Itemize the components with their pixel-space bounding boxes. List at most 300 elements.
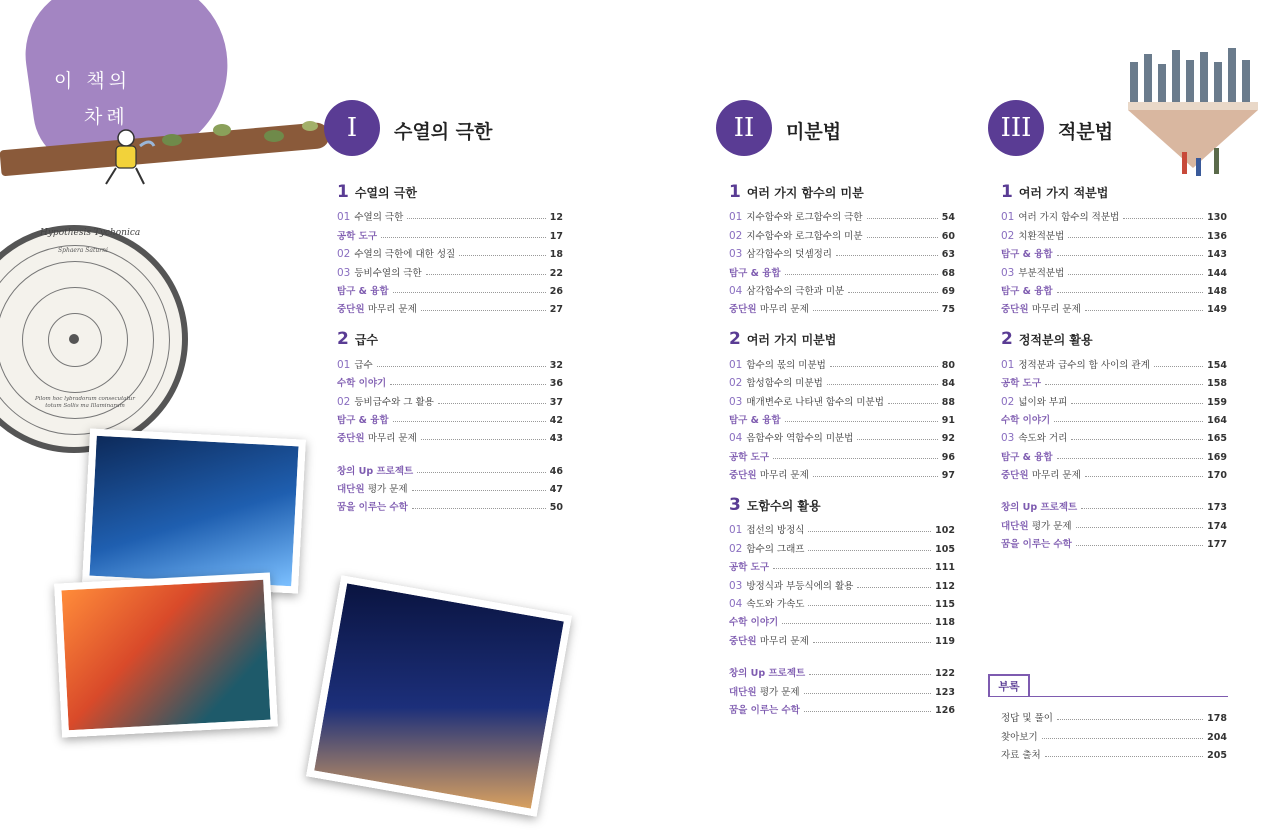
- dot-leader: [393, 292, 546, 293]
- entry-text: 수열의 극한에 대한 성질: [354, 249, 456, 261]
- entry-label: [337, 246, 455, 260]
- entry-number: 04: [729, 284, 743, 297]
- section-title: 도함수의 활용: [746, 499, 821, 514]
- dot-leader: [830, 366, 938, 367]
- toc-entry[interactable]: [337, 408, 563, 426]
- toc-entry[interactable]: [1001, 242, 1227, 260]
- entry-label: [1001, 357, 1150, 371]
- page-number: 69: [941, 285, 955, 297]
- dot-leader: [1057, 292, 1204, 293]
- toc-entry[interactable]: [1001, 371, 1227, 389]
- entry-label: [729, 665, 805, 679]
- entry-label: [337, 357, 373, 371]
- entry-number: 01: [729, 524, 743, 537]
- entry-number: 04: [729, 432, 743, 445]
- entry-text: 공학 도구: [729, 562, 770, 574]
- dot-leader: [1057, 719, 1203, 720]
- entry-label: [729, 559, 769, 573]
- dot-leader: [377, 366, 546, 367]
- page-number: 105: [935, 543, 955, 555]
- entry-highlight: 대단원: [729, 686, 760, 698]
- entry-text: 접선의 방정식: [746, 525, 805, 537]
- toc-entry[interactable]: [1001, 495, 1227, 513]
- entry-text: 삼각함수의 덧셈정리: [746, 249, 832, 261]
- page-number: 174: [1207, 520, 1227, 532]
- entry-highlight: 중단원: [729, 635, 760, 647]
- page-number: 169: [1207, 451, 1227, 463]
- entry-label: [1001, 246, 1053, 260]
- toc-entry[interactable]: [729, 297, 955, 315]
- page-number: 177: [1207, 539, 1227, 551]
- entry-label: [1001, 430, 1067, 444]
- toc-entry[interactable]: [1001, 279, 1227, 297]
- section-heading: [729, 329, 955, 349]
- toc-entry[interactable]: [729, 444, 955, 462]
- toc-entry[interactable]: [729, 555, 955, 573]
- toc-entry[interactable]: [729, 371, 955, 389]
- tychonic-system-diagram: [0, 225, 188, 453]
- entry-text: 마무리 문제: [759, 304, 809, 316]
- page-number: 154: [1207, 359, 1227, 371]
- entry-text: 음함수와 역함수의 미분법: [746, 433, 854, 445]
- entry-number: 03: [337, 266, 351, 279]
- dot-leader: [813, 310, 938, 311]
- unit-2-toc: [729, 182, 955, 716]
- page-number: 111: [935, 562, 955, 574]
- section-title: 급수: [354, 333, 379, 348]
- entry-text: 등비수열의 극한: [354, 267, 422, 279]
- section-number: 2: [1001, 329, 1013, 350]
- entry-text: 탐구 & 융합: [1001, 249, 1053, 261]
- page-number: 43: [549, 433, 563, 445]
- dot-leader: [848, 292, 938, 293]
- entry-highlight: 중단원: [729, 470, 760, 482]
- dot-leader: [808, 605, 931, 606]
- entry-text: 창의 Up 프로젝트: [729, 668, 806, 680]
- toc-entry[interactable]: [337, 477, 563, 495]
- dot-leader: [1076, 545, 1203, 546]
- toc-entry[interactable]: [1001, 724, 1227, 742]
- entry-label: [729, 449, 769, 463]
- toc-entry[interactable]: [1001, 463, 1227, 481]
- section-gap: [1001, 315, 1227, 329]
- dot-leader: [1045, 756, 1203, 757]
- entry-text: 매개변수로 나타낸 함수의 미분법: [746, 396, 884, 408]
- toc-entry[interactable]: [1001, 426, 1227, 444]
- entry-number: 01: [1001, 358, 1015, 371]
- entry-label: [337, 499, 408, 513]
- toc-entry[interactable]: [1001, 532, 1227, 550]
- dot-leader: [412, 490, 546, 491]
- unit-2-title: 미분법: [786, 121, 842, 143]
- unit-2-badge: II: [716, 100, 772, 156]
- entry-label: [337, 283, 389, 297]
- page-number: 37: [549, 396, 563, 408]
- section-number: 3: [729, 495, 741, 516]
- page-number: 149: [1207, 304, 1227, 316]
- toc-entry[interactable]: [729, 279, 955, 297]
- entry-label: [729, 246, 832, 260]
- entry-text: 넓이와 부피: [1018, 396, 1068, 408]
- entry-text: 마무리 문제: [1031, 470, 1081, 482]
- page-number: 178: [1207, 713, 1227, 725]
- toc-entry[interactable]: [729, 518, 955, 536]
- entry-label: [1001, 747, 1041, 761]
- entry-text: 지수함수와 로그함수의 극한: [746, 212, 863, 224]
- entry-number: 02: [337, 248, 351, 261]
- dot-leader: [421, 439, 546, 440]
- entry-text: 마무리 문제: [759, 635, 809, 647]
- toc-entry[interactable]: [1001, 389, 1227, 407]
- entry-label: [1001, 283, 1053, 297]
- page-number: 80: [941, 359, 955, 371]
- toc-entry[interactable]: [337, 297, 563, 315]
- entry-number: 01: [729, 211, 743, 224]
- entry-text: 마무리 문제: [1031, 304, 1081, 316]
- dot-leader: [393, 421, 546, 422]
- toc-entry[interactable]: [729, 679, 955, 697]
- page-number: 22: [549, 267, 563, 279]
- entry-label: [729, 394, 884, 408]
- entry-text: 공학 도구: [1001, 378, 1042, 390]
- toc-entry[interactable]: [1001, 297, 1227, 315]
- entry-text: 평가 문제: [367, 484, 408, 496]
- page-number: 164: [1207, 414, 1227, 426]
- entry-label: [337, 463, 413, 477]
- dot-leader: [1054, 421, 1203, 422]
- entry-text: 정적분과 급수의 합 사이의 관계: [1018, 359, 1150, 371]
- dot-leader: [412, 508, 546, 509]
- entry-highlight: 중단원: [1001, 304, 1032, 316]
- dot-leader: [827, 384, 938, 385]
- section-title: 수열의 극한: [354, 186, 417, 200]
- section-number: 1: [729, 182, 741, 202]
- entry-text: 정답 및 풀이: [1001, 713, 1053, 725]
- dot-leader: [1057, 255, 1204, 256]
- entry-text: 찾아보기: [1001, 731, 1038, 743]
- entry-highlight: 중단원: [1001, 470, 1032, 482]
- entry-label: [1001, 467, 1081, 481]
- entry-text: 공학 도구: [729, 451, 770, 463]
- entry-label: [729, 228, 863, 242]
- entry-label: [1001, 729, 1038, 743]
- page-number: 27: [549, 304, 563, 316]
- entry-text: 삼각함수의 극한과 미분: [746, 285, 845, 297]
- unit-3-toc: [1001, 182, 1227, 550]
- toc-entry[interactable]: [1001, 743, 1227, 761]
- toc-entry[interactable]: [729, 573, 955, 591]
- entry-text: 탐구 & 융합: [1001, 285, 1053, 297]
- page-number: 102: [935, 525, 955, 537]
- toc-entry[interactable]: [729, 223, 955, 241]
- radio-telescope-photo: [306, 575, 572, 817]
- entry-label: [1001, 449, 1053, 463]
- section-gap: [337, 315, 563, 329]
- toc-entry[interactable]: [729, 661, 955, 679]
- city-stock-chart-photo: [82, 428, 306, 593]
- page-number: 170: [1207, 470, 1227, 482]
- entry-label: [729, 684, 800, 698]
- dot-leader: [867, 237, 938, 238]
- section-number: 2: [729, 329, 741, 350]
- section-gap: [729, 315, 955, 329]
- appendix-badge: 부록: [988, 674, 1030, 696]
- entry-text: 치환적분법: [1018, 230, 1065, 242]
- entry-text: 탐구 & 융합: [1001, 451, 1053, 463]
- toc-entry[interactable]: [729, 463, 955, 481]
- entry-text: 탐구 & 융합: [337, 285, 389, 297]
- toc-entry[interactable]: [337, 426, 563, 444]
- entry-label: [729, 702, 800, 716]
- extras-gap: [729, 647, 955, 661]
- dot-leader: [390, 384, 546, 385]
- page-number: 42: [549, 414, 563, 426]
- toc-entry[interactable]: [337, 279, 563, 297]
- toc-entry[interactable]: [1001, 205, 1227, 223]
- dot-leader: [813, 476, 938, 477]
- entry-text: 마무리 문제: [367, 433, 417, 445]
- entry-highlight: 중단원: [337, 304, 368, 316]
- page-number: 26: [549, 285, 563, 297]
- entry-label: [337, 209, 403, 223]
- toc-entry[interactable]: [729, 610, 955, 628]
- dot-leader: [1081, 508, 1203, 509]
- dot-leader: [1154, 366, 1203, 367]
- section-title: 여러 가지 함수의 미분: [746, 186, 864, 200]
- dot-leader: [1042, 738, 1203, 739]
- entry-label: [337, 394, 434, 408]
- entry-text: 지수함수와 로그함수의 미분: [746, 230, 863, 242]
- page-number: 68: [941, 267, 955, 279]
- section-heading: [337, 329, 563, 349]
- dot-leader: [785, 274, 938, 275]
- entry-label: [729, 633, 809, 647]
- page-number: 144: [1207, 267, 1227, 279]
- dot-leader: [773, 458, 938, 459]
- toc-entry[interactable]: [729, 698, 955, 716]
- entry-number: 02: [1001, 395, 1015, 408]
- entry-label: [1001, 518, 1072, 532]
- entry-highlight: 중단원: [729, 304, 760, 316]
- dot-leader: [426, 274, 546, 275]
- toc-entry[interactable]: [337, 495, 563, 513]
- entry-text: 함수의 몫의 미분법: [746, 359, 826, 371]
- unit-1-title: 수열의 극한: [394, 121, 493, 143]
- entry-number: 01: [729, 358, 743, 371]
- dot-leader: [888, 403, 938, 404]
- toc-entry[interactable]: [1001, 223, 1227, 241]
- dot-leader: [1057, 458, 1204, 459]
- toc-entry[interactable]: [729, 628, 955, 646]
- dot-leader: [459, 255, 546, 256]
- page-number: 143: [1207, 249, 1227, 261]
- entry-label: [729, 614, 778, 628]
- toc-entry[interactable]: [729, 426, 955, 444]
- entry-text: 방정식과 부등식에의 활용: [746, 580, 854, 592]
- toc-entry[interactable]: [337, 260, 563, 278]
- entry-label: [1001, 228, 1064, 242]
- entry-label: [337, 301, 417, 315]
- page-number: 158: [1207, 378, 1227, 390]
- dot-leader: [809, 674, 931, 675]
- page-number: 96: [941, 451, 955, 463]
- toc-entry[interactable]: [729, 536, 955, 554]
- section-number: 2: [337, 329, 349, 350]
- page-number: 17: [549, 230, 563, 242]
- page-number: 50: [549, 502, 563, 514]
- entry-number: 02: [1001, 229, 1015, 242]
- orrery-ring-label: Sphaera Saturni: [58, 247, 108, 254]
- page-number: 32: [549, 359, 563, 371]
- toc-entry[interactable]: [729, 389, 955, 407]
- toc-entry[interactable]: [337, 242, 563, 260]
- entry-number: 01: [337, 358, 351, 371]
- dot-leader: [785, 421, 938, 422]
- entry-label: [729, 412, 781, 426]
- toc-entry[interactable]: [1001, 352, 1227, 370]
- toc-entry[interactable]: [1001, 444, 1227, 462]
- toc-entry[interactable]: [337, 205, 563, 223]
- section-heading: [729, 495, 955, 515]
- entry-text: 수학 이야기: [729, 617, 779, 629]
- entry-number: 02: [729, 542, 743, 555]
- toc-entry[interactable]: [1001, 513, 1227, 531]
- entry-text: 공학 도구: [337, 230, 378, 242]
- entry-label: [337, 430, 417, 444]
- dot-leader: [438, 403, 546, 404]
- entry-text: 창의 Up 프로젝트: [337, 465, 414, 477]
- toc-entry[interactable]: [1001, 706, 1227, 724]
- entry-label: [1001, 710, 1053, 724]
- entry-text: 창의 Up 프로젝트: [1001, 502, 1078, 514]
- dot-leader: [836, 255, 938, 256]
- page-number: 36: [549, 378, 563, 390]
- page-number: 118: [935, 617, 955, 629]
- page-number: 126: [935, 704, 955, 716]
- page-number: 12: [549, 212, 563, 224]
- leaves-illustration: [150, 118, 330, 158]
- dot-leader: [407, 218, 545, 219]
- page-number: 123: [935, 686, 955, 698]
- page-number: 136: [1207, 230, 1227, 242]
- entry-label: [1001, 375, 1041, 389]
- toc-entry[interactable]: [729, 260, 955, 278]
- page-number: 159: [1207, 396, 1227, 408]
- toc-entry[interactable]: [337, 458, 563, 476]
- entry-text: 부분적분법: [1018, 267, 1065, 279]
- entry-label: [337, 228, 377, 242]
- unit-1-badge: I: [324, 100, 380, 156]
- dot-leader: [773, 568, 931, 569]
- unit-3-badge: III: [988, 100, 1044, 156]
- appendix-toc: [1001, 706, 1227, 761]
- dot-leader: [867, 218, 938, 219]
- toc-entry[interactable]: [729, 408, 955, 426]
- page-number: 204: [1207, 731, 1227, 743]
- entry-number: 01: [337, 211, 351, 224]
- appendix-divider: [988, 696, 1228, 697]
- unit-1-toc: [337, 182, 563, 513]
- toc-entry[interactable]: [729, 352, 955, 370]
- entry-number: 03: [1001, 266, 1015, 279]
- page-title-line2: 차례: [84, 106, 129, 128]
- entry-highlight: 중단원: [337, 433, 368, 445]
- entry-text: 수학 이야기: [337, 378, 387, 390]
- entry-label: [337, 412, 389, 426]
- toc-entry[interactable]: [729, 592, 955, 610]
- section-title: 정적분의 활용: [1018, 333, 1093, 348]
- entry-text: 합성함수의 미분법: [746, 378, 823, 390]
- earth-dot: [69, 334, 79, 344]
- entry-number: 03: [729, 248, 743, 261]
- entry-text: 탐구 & 융합: [729, 414, 781, 426]
- entry-text: 탐구 & 융합: [729, 267, 781, 279]
- entry-label: [1001, 209, 1119, 223]
- entry-label: [337, 265, 422, 279]
- entry-text: 마무리 문제: [367, 304, 417, 316]
- entry-number: 03: [729, 579, 743, 592]
- extras-gap: [1001, 481, 1227, 495]
- dot-leader: [1071, 439, 1203, 440]
- sitting-person-illustration: [96, 126, 156, 190]
- page-number: 60: [941, 230, 955, 242]
- entry-text: 속도와 거리: [1018, 433, 1068, 445]
- page-number: 165: [1207, 433, 1227, 445]
- entry-label: [729, 265, 781, 279]
- dot-leader: [1068, 237, 1203, 238]
- toc-entry[interactable]: [337, 352, 563, 370]
- entry-number: 02: [729, 377, 743, 390]
- dot-leader: [421, 310, 546, 311]
- section-heading: [337, 182, 563, 202]
- dot-leader: [857, 587, 931, 588]
- page-number: 18: [549, 249, 563, 261]
- extras-gap: [337, 444, 563, 458]
- entry-text: 급수: [354, 359, 373, 371]
- page-number: 115: [935, 599, 955, 611]
- toc-entry[interactable]: [1001, 260, 1227, 278]
- dot-leader: [417, 472, 546, 473]
- section-heading: [729, 182, 955, 202]
- toc-entry[interactable]: [729, 205, 955, 223]
- people-on-cone-illustration: [1118, 40, 1268, 190]
- toc-entry[interactable]: [337, 371, 563, 389]
- entry-label: [1001, 301, 1081, 315]
- page-number: 75: [941, 304, 955, 316]
- toc-entry[interactable]: [337, 223, 563, 241]
- dot-leader: [1085, 310, 1203, 311]
- page-number: 47: [549, 484, 563, 496]
- dot-leader: [1071, 403, 1203, 404]
- entry-text: 탐구 & 융합: [337, 414, 389, 426]
- entry-text: 꿈을 이루는 수학: [729, 704, 800, 716]
- entry-text: 수학 이야기: [1001, 414, 1051, 426]
- toc-entry[interactable]: [337, 389, 563, 407]
- dot-leader: [1123, 218, 1203, 219]
- dot-leader: [857, 439, 937, 440]
- orrery-caption-top: Hypothesis Tychonica: [40, 228, 141, 238]
- section-number: 1: [337, 182, 349, 202]
- entry-text: 평가 문제: [1031, 520, 1072, 532]
- entry-text: 수열의 극한: [354, 212, 404, 224]
- page-title-line1: 이 책의: [54, 70, 132, 92]
- entry-label: [1001, 265, 1064, 279]
- toc-entry[interactable]: [729, 242, 955, 260]
- section-heading: [1001, 329, 1227, 349]
- page-number: 84: [941, 378, 955, 390]
- entry-text: 여러 가지 함수의 적분법: [1018, 212, 1120, 224]
- toc-entry[interactable]: [1001, 408, 1227, 426]
